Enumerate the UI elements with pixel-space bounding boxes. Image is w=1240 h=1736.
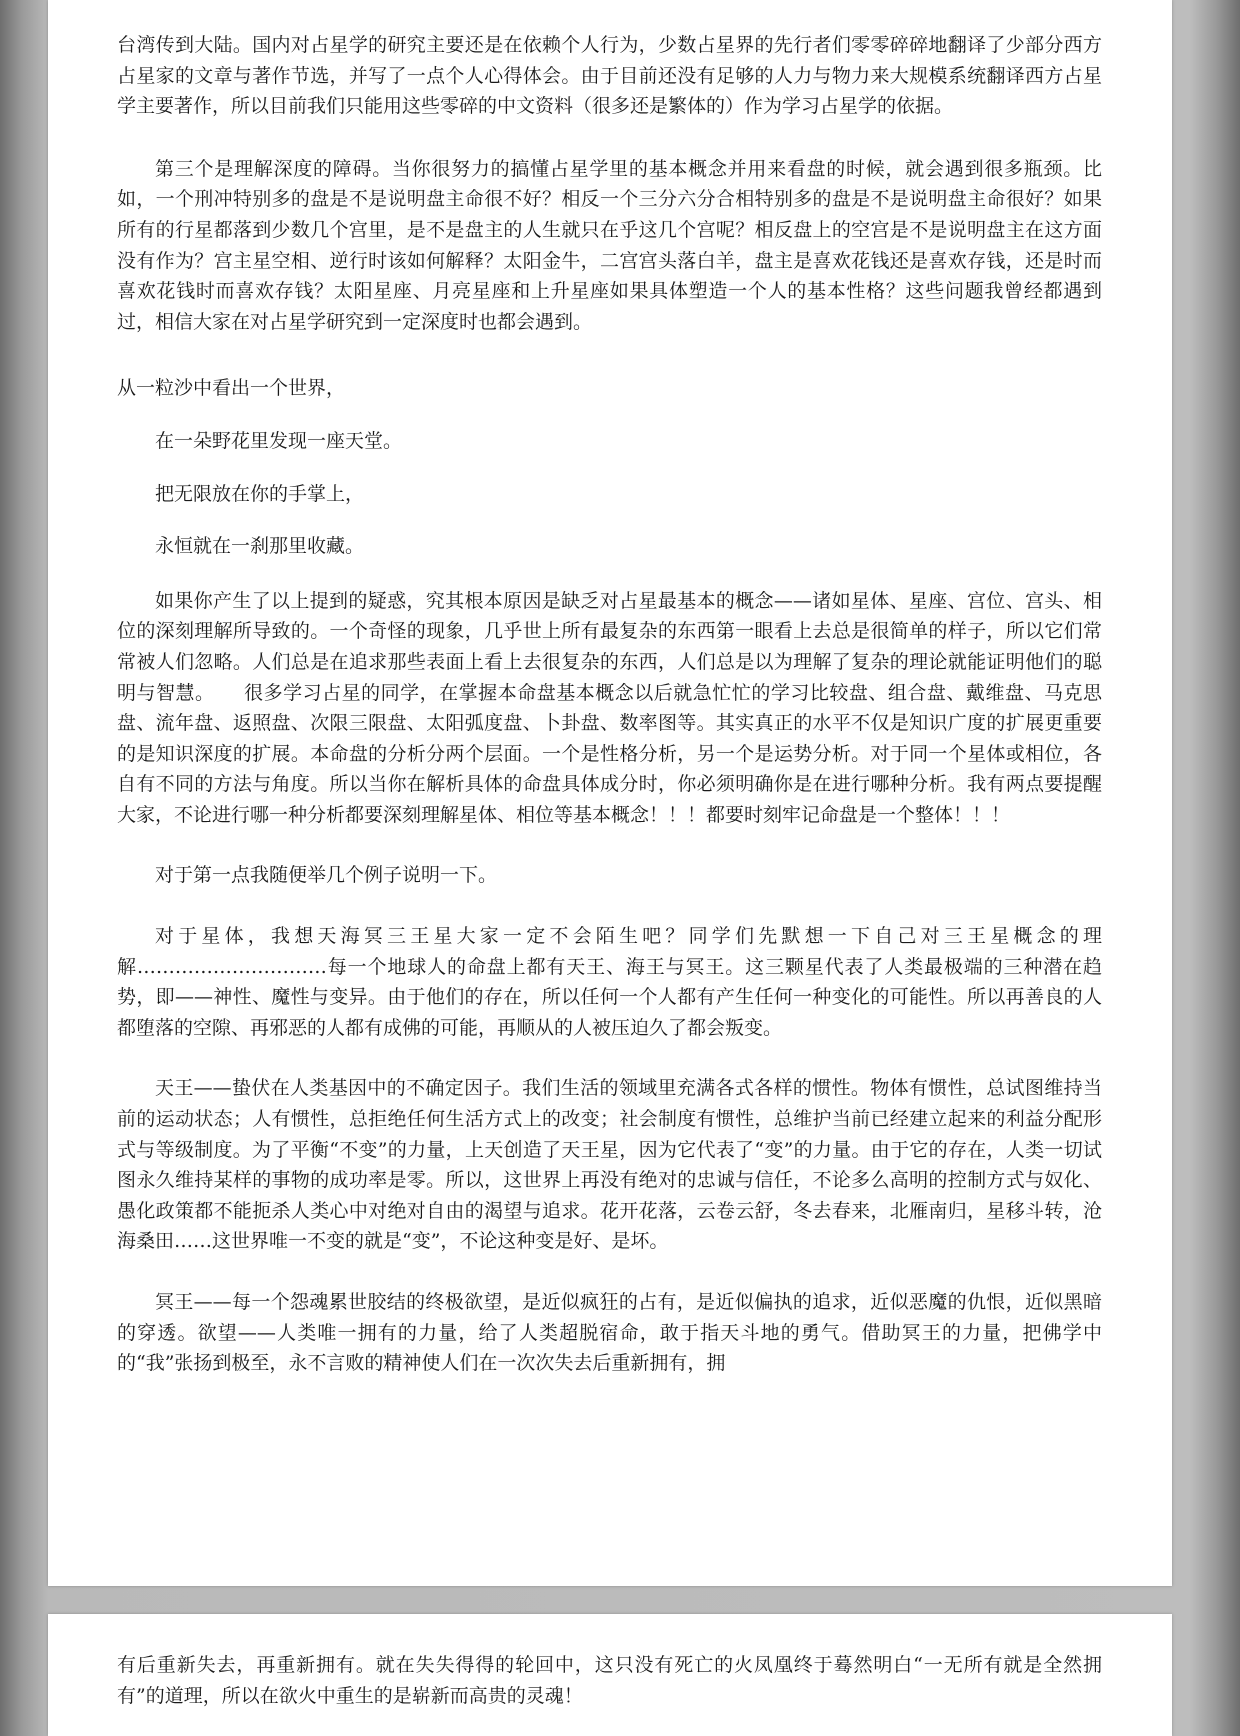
paragraph-2: 第三个是理解深度的障碍。当你很努力的搞懂占星学里的基本概念并用来看盘的时候，就会遇到很多瓶颈。比如，一个刑冲特别多的盘是不是说明盘主命很不好？相反一个三分六分合相特别多的盘是不是说明盘主命很好？如果所有的行星都落到少数几个宫里，是不是盘主的人生就只在乎这几个宫呢？相反盘上的空宫是不是说明盘主在这方面没有作为？宫主星空相、逆行时该如何解释？太阳金牛，二宫宫头落白羊，盘主是喜欢花钱还是喜欢存钱，还是时而喜欢花钱时而喜欢存钱？太阳星座、月亮星座和上升星座如果具体塑造一个人的基本性格？这些问题我曾经都遇到过，相信大家在对占星学研究到一定深度时也都会遇到。 (117, 157, 1102, 333)
poem-line-4: 永恒就在一刹那里收藏。 (155, 535, 365, 558)
poem-line-1: 从一粒沙中看出一个世界， (117, 377, 346, 400)
paragraph-4: 对于第一点我随便举几个例子说明一下。 (155, 864, 498, 887)
poem-line-3: 把无限放在你的手掌上， (155, 482, 365, 505)
paragraph-3: 如果你产生了以上提到的疑惑，究其根本原因是缺乏对占星最基本的概念——诸如星体、星座、宫位、宫头、相位的深刻理解所导致的。一个奇怪的现象，几乎世上所有最复杂的东西第一眼看上去总是很简单的样子，所以它们常常被人们忽略。人们总是在追求那些表面上看上去很复杂的东西，人们总是以为理解了复杂的理论就能证明他们的聪明与智慧。 很多学习占星的同学，在掌握本命盘基本概念以后就急忙忙的学习比较盘、组合盘、戴维盘、马克思盘、流年盘、返照盘、次限三限盘、太阳弧度盘、卜卦盘、数率图等。其实真正的水平不仅是知识广度的扩展更重要的是知识深度的扩展。本命盘的分析分两个层面。一个是性格分析，另一个是运势分析。对于同一个星体或相位，各自有不同的方法与角度。所以当你在解析具体的命盘具体成分时，你必须明确你是在进行哪种分析。我有两点要提醒大家，不论进行哪一种分析都要深刻理解星体、相位等基本概念！！！都要时刻牢记命盘是一个整体！！！ (117, 589, 1102, 826)
poem-line-2: 在一朵野花里发现一座天堂。 (155, 429, 403, 452)
paragraph-5: 对于星体，我想天海冥三王星大家一定不会陌生吧？同学们先默想一下自己对三王星概念的理解…………………………每一个地球人的命盘上都有天王、海王与冥王。这三颗星代表了人类最极端的三种潜在趋势，即——神性、魔性与变异。由于他们的存在，所以任何一个人都有产生任何一种变化的可能性。所以再善良的人都堕落的空隙、再邪恶的人都有成佛的可能，再顺从的人被压迫久了都会叛变。 (117, 925, 1102, 1039)
document-page-2 (48, 1614, 1172, 1736)
paragraph-6: 天王——蛰伏在人类基因中的不确定因子。我们生活的领域里充满各式各样的惯性。物体有惯性，总试图维持当前的运动状态；人有惯性，总拒绝任何生活方式上的改变；社会制度有惯性，总维护当前已经建立起来的利益分配形式与等级制度。为了平衡“不变”的力量，上天创造了天王星，因为它代表了“变”的力量。由于它的存在，人类一切试图永久维持某样的事物的成功率是零。所以，这世界上再没有绝对的忠诚与信任，不论多么高明的控制方式与奴化、愚化政策都不能扼杀人类心中对绝对自由的渴望与追求。花开花落，云卷云舒，冬去春来，北雁南归，星移斗转，沧海桑田……这世界唯一不变的就是“变”，不论这种变是好、是坏。 (117, 1077, 1102, 1253)
document-page-1 (48, 0, 1172, 1586)
paragraph-1: 台湾传到大陆。国内对占星学的研究主要还是在依赖个人行为，少数占星界的先行者们零零碎碎地翻译了少部分西方占星家的文章与著作节选，并写了一点个人心得体会。由于目前还没有足够的人力与物力来大规模系统翻译西方占星学主要著作，所以目前我们只能用这些零碎的中文资料（很多还是繁体的）作为学习占星学的依据。 (117, 34, 1102, 118)
paragraph-8: 有后重新失去，再重新拥有。就在失失得得的轮回中，这只没有死亡的火凤凰终于蓦然明白“一无所有就是全然拥有”的道理，所以在欲火中重生的是崭新而高贵的灵魂！ (117, 1654, 1102, 1707)
paragraph-7: 冥王——每一个怨魂累世胶结的终极欲望，是近似疯狂的占有，是近似偏执的追求，近似恶魔的仇恨，近似黑暗的穿透。欲望——人类唯一拥有的力量，给了人类超脱宿命，敢于指天斗地的勇气。借助冥王的力量，把佛学中的“我”张扬到极至，永不言败的精神使人们在一次次失去后重新拥有，拥 (117, 1291, 1102, 1375)
